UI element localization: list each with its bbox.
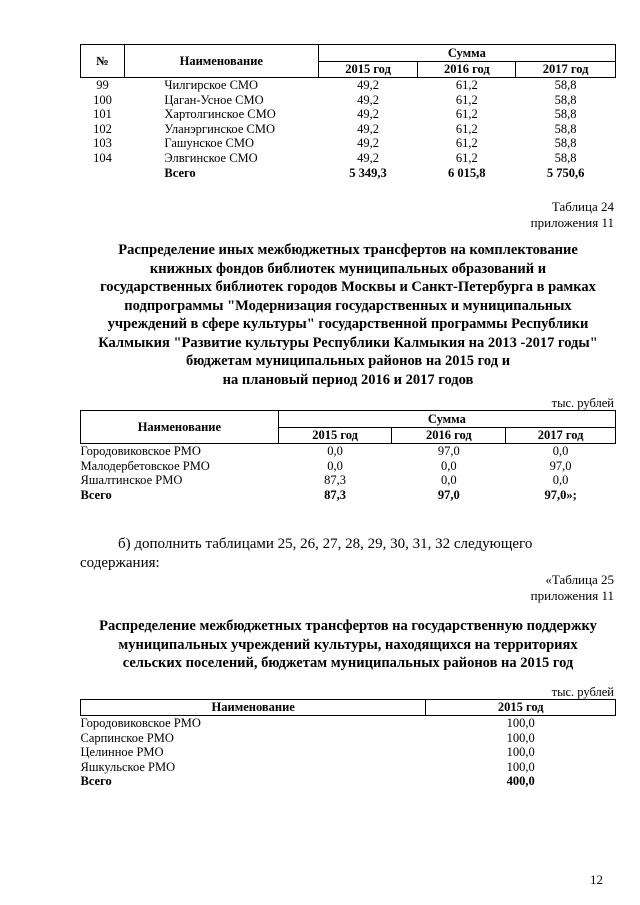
title-line: учреждений в сфере культуры" государственной программы Республики xyxy=(107,316,589,332)
row-name: Целинное РМО xyxy=(80,745,164,760)
title-line: подпрограммы "Модернизация государственных и муниципальных xyxy=(124,297,572,314)
header-2015: 2015 год xyxy=(426,700,616,716)
header-2017: 2017 год xyxy=(516,62,616,78)
row-2015: 100,0 xyxy=(506,730,535,745)
row-2015: 49,2 xyxy=(357,121,379,136)
table-number: «Таблица 25 xyxy=(545,572,614,587)
table-row xyxy=(81,444,616,459)
total-2015: 5 349,3 xyxy=(349,165,387,180)
row-2016: 61,2 xyxy=(455,150,478,165)
header-2017: 2017 год xyxy=(506,428,616,444)
units-label: тыс. рублей xyxy=(551,396,614,410)
row-name: Хартолгинское СМО xyxy=(164,107,276,122)
header-2015: 2015 год xyxy=(278,428,392,444)
title-line: Распределение иных межбюджетных трансфертов на комплектование xyxy=(118,242,578,258)
header-2016: 2016 год xyxy=(418,62,516,78)
row-number: 103 xyxy=(93,136,112,151)
total-2015: 87,3 xyxy=(324,487,347,502)
row-number: 104 xyxy=(93,150,112,165)
paragraph-b xyxy=(80,535,616,573)
row-2015: 49,2 xyxy=(357,136,379,151)
row-name: Малодербетовское РМО xyxy=(80,458,210,473)
row-2016: 61,2 xyxy=(455,78,478,92)
row-2017: 58,8 xyxy=(554,150,577,165)
table-row xyxy=(81,473,616,488)
row-2015: 49,2 xyxy=(357,78,379,92)
row-2017: 58,8 xyxy=(554,78,577,92)
table-row xyxy=(81,78,616,93)
row-2017: 58,8 xyxy=(554,107,577,122)
table-25-title xyxy=(80,617,616,673)
row-name: Яшкульское РМО xyxy=(80,759,176,774)
row-2017: 0,0 xyxy=(552,444,569,458)
table-row xyxy=(81,459,616,474)
row-name: Уланэргинское СМО xyxy=(164,121,275,136)
row-number: 99 xyxy=(96,78,109,92)
row-name: Сарпинское РМО xyxy=(80,730,174,745)
row-name: Городовиковское РМО xyxy=(80,444,201,458)
row-2016: 61,2 xyxy=(455,107,478,122)
row-number: 102 xyxy=(93,121,112,136)
row-name: Чилгирское СМО xyxy=(164,78,259,92)
row-2015: 49,2 xyxy=(357,92,379,107)
table-row xyxy=(81,745,616,760)
row-2016: 61,2 xyxy=(455,121,478,136)
header-name: Наименование xyxy=(81,700,426,716)
header-2016: 2016 год xyxy=(392,428,506,444)
row-2017: 58,8 xyxy=(554,136,577,151)
table-row xyxy=(81,122,616,137)
table-row xyxy=(81,716,616,731)
table-row xyxy=(81,760,616,775)
row-2015: 49,2 xyxy=(357,150,379,165)
header-sum: Сумма xyxy=(278,411,615,428)
title-line: Распределение межбюджетных трансфертов на государственную поддержку xyxy=(99,618,597,634)
table-row xyxy=(81,151,616,166)
row-2015: 49,2 xyxy=(357,107,379,122)
row-2016: 61,2 xyxy=(455,136,478,151)
units-label: тыс. рублей xyxy=(551,685,614,699)
row-name: Яшалтинское РМО xyxy=(80,473,183,488)
paragraph-line: содержания: xyxy=(80,555,160,571)
table-24-title xyxy=(80,241,616,389)
appendix-ref: приложения 11 xyxy=(530,215,614,230)
table-number: Таблица 24 xyxy=(551,199,614,214)
header-sum: Сумма xyxy=(318,45,615,62)
row-2016: 0,0 xyxy=(441,458,457,473)
header-2015: 2015 год xyxy=(318,62,418,78)
title-line: государственных библиотек городов Москвы и Санкт-Петербурга в рамках xyxy=(100,279,596,295)
table-24-reference xyxy=(531,199,614,231)
header-name: Наименование xyxy=(124,45,318,78)
title-line: книжных фондов библиотек муниципальных образований и xyxy=(149,260,547,277)
row-2016: 0,0 xyxy=(441,473,457,488)
paragraph-line: б) дополнить таблицами 25, 26, 27, 28, 29, 30, 31, 32 следующего xyxy=(118,536,533,552)
table-25 xyxy=(80,699,616,789)
title-line: бюджетам муниципальных районов на 2015 год и xyxy=(185,353,511,369)
row-2015: 100,0 xyxy=(506,745,535,760)
row-2017: 0,0 xyxy=(552,473,569,488)
row-name: Цаган-Усное СМО xyxy=(164,92,264,107)
total-label: Всего xyxy=(80,774,112,789)
title-line: Калмыкия "Развитие культуры Республики Калмыкия на 2013 -2017 годы" xyxy=(98,334,598,351)
total-2017: 97,0»; xyxy=(544,487,577,502)
row-2016: 97,0 xyxy=(437,444,460,458)
row-name: Городовиковское РМО xyxy=(80,716,201,730)
row-2015: 0,0 xyxy=(327,444,343,458)
table-25-reference xyxy=(531,572,614,604)
total-2015: 400,0 xyxy=(506,774,535,789)
total-2016: 97,0 xyxy=(437,487,460,502)
title-line: сельских поселений, бюджетам муниципальных районов на 2015 год xyxy=(122,655,574,671)
total-label: Всего xyxy=(164,165,196,180)
table-row xyxy=(81,731,616,746)
row-2017: 58,8 xyxy=(554,92,577,107)
row-2017: 58,8 xyxy=(554,121,577,136)
header-num: № xyxy=(81,45,125,78)
row-name: Гашунское СМО xyxy=(164,136,254,151)
page-number: 12 xyxy=(590,872,603,887)
title-line: муниципальных учреждений культуры, находящихся на территориях xyxy=(118,636,578,653)
title-line: на плановый период 2016 и 2017 годов xyxy=(222,371,474,388)
row-2015: 100,0 xyxy=(506,759,535,774)
total-label: Всего xyxy=(80,487,112,502)
row-2015: 87,3 xyxy=(324,473,347,488)
table-row xyxy=(81,93,616,108)
appendix-ref: приложения 11 xyxy=(530,588,614,603)
total-2017: 5 750,6 xyxy=(546,165,585,180)
row-2015: 0,0 xyxy=(327,458,343,473)
row-number: 100 xyxy=(93,92,112,107)
row-name: Элвгинское СМО xyxy=(164,150,258,165)
table-24-continuation xyxy=(80,44,616,180)
table-row xyxy=(81,107,616,122)
row-2017: 97,0 xyxy=(549,458,572,473)
header-name: Наименование xyxy=(81,411,279,444)
row-2015: 100,0 xyxy=(506,716,535,730)
table-24 xyxy=(80,410,616,502)
total-2016: 6 015,8 xyxy=(448,165,486,180)
row-number: 101 xyxy=(93,107,112,122)
table-row xyxy=(81,136,616,151)
row-2016: 61,2 xyxy=(455,92,478,107)
